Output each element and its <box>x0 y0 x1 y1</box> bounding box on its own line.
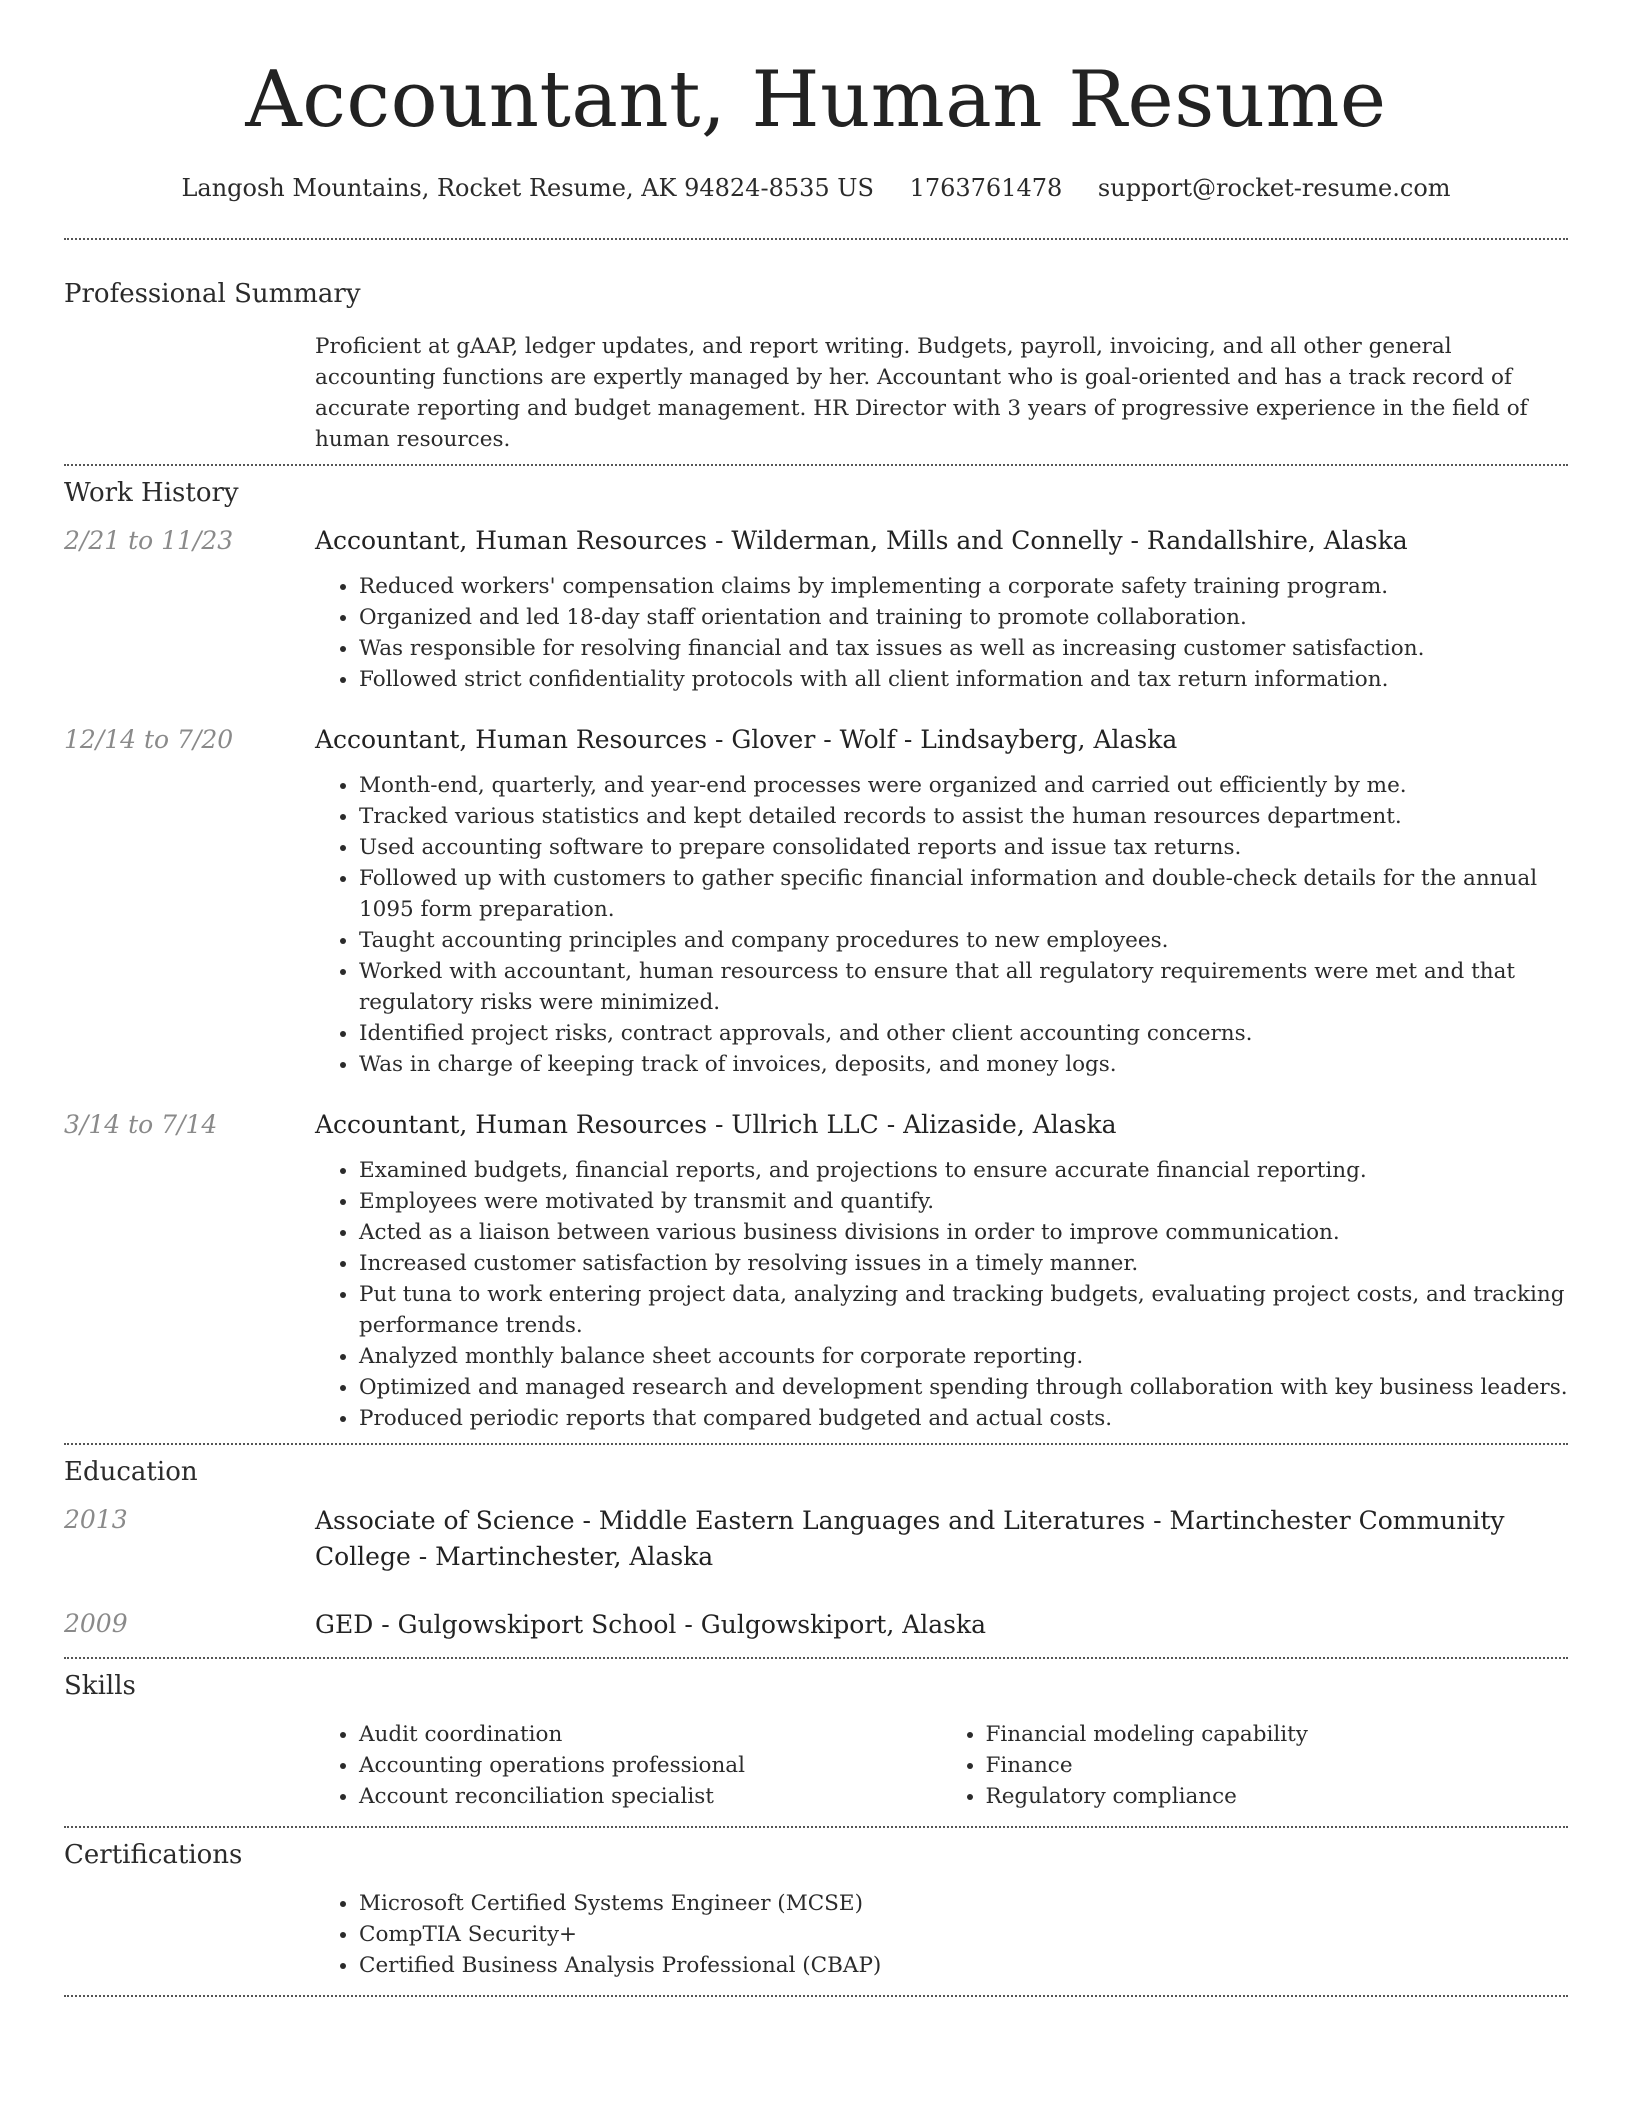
contact-line <box>64 172 1568 204</box>
skills-list-left <box>315 1719 942 1812</box>
summary-heading: Professional Summary <box>64 279 361 309</box>
list-item: • Analyzed monthly balance sheet accounts for corporate reporting. <box>359 1341 1568 1372</box>
list-item: • Reduced workers' compensation claims by implementing a corporate safety training program. <box>359 571 1568 602</box>
list-item: • Finance <box>986 1750 1569 1781</box>
list-item: • Accounting operations professional <box>359 1750 942 1781</box>
certifications-heading: Certifications <box>64 1840 243 1870</box>
certifications-section <box>64 1838 1568 1981</box>
contact-email: support@rocket-resume.com <box>1097 174 1451 202</box>
skills-section <box>64 1669 1568 1812</box>
education-section <box>64 1455 1568 1643</box>
job-entry <box>64 1108 1568 1142</box>
skills-heading: Skills <box>64 1671 136 1701</box>
contact-address: Langosh Mountains, Rocket Resume, AK 94824-8535 US <box>181 174 874 202</box>
list-item: • Certified Business Analysis Professional (CBAP) <box>359 1950 1568 1981</box>
summary-section <box>64 277 1568 455</box>
list-item: • Produced periodic reports that compared budgeted and actual costs. <box>359 1403 1568 1434</box>
section-divider <box>64 464 1568 466</box>
job-title: Accountant, Human Resources - Ullrich LLC - Alizaside, Alaska <box>315 1110 1117 1139</box>
list-item: • Employees were motivated by transmit and quantify. <box>359 1186 1568 1217</box>
skills-list-right <box>942 1719 1569 1812</box>
list-item: • Regulatory compliance <box>986 1781 1569 1812</box>
education-title: GED - Gulgowskiport School - Gulgowskiport, Alaska <box>315 1610 987 1639</box>
section-divider <box>64 1826 1568 1828</box>
list-item: • Month-end, quarterly, and year-end processes were organized and carried out efficiently by me. <box>359 770 1568 801</box>
job-dates: 3/14 to 7/14 <box>64 1110 218 1139</box>
list-item: • Was responsible for resolving financial and tax issues as well as increasing customer satisfaction. <box>359 633 1568 664</box>
list-item: • Tracked various statistics and kept detailed records to assist the human resources department. <box>359 801 1568 832</box>
list-item: • Examined budgets, financial reports, and projections to ensure accurate financial reporting. <box>359 1155 1568 1186</box>
summary-text: Proficient at gAAP, ledger updates, and report writing. Budgets, payroll, invoicing, and all other general accounting functions are expertly managed by her. Accountant who is goal-oriented and has a track record of accurate reporting and budget management. HR Director with 3 years of progressive experience in the field of human resources. <box>315 334 1528 452</box>
list-item: • Financial modeling capability <box>986 1719 1569 1750</box>
list-item: • Increased customer satisfaction by resolving issues in a timely manner. <box>359 1248 1568 1279</box>
job-bullets <box>315 770 1568 1080</box>
job-entry <box>64 723 1568 757</box>
work-history-heading: Work History <box>64 478 239 508</box>
job-entry <box>64 524 1568 558</box>
section-divider <box>64 1657 1568 1659</box>
list-item: • Audit coordination <box>359 1719 942 1750</box>
list-item: • Was in charge of keeping track of invoices, deposits, and money logs. <box>359 1049 1568 1080</box>
job-title: Accountant, Human Resources - Wilderman, Mills and Connelly - Randallshire, Alaska <box>315 526 1408 555</box>
list-item: • Taught accounting principles and company procedures to new employees. <box>359 925 1568 956</box>
list-item: • CompTIA Security+ <box>359 1919 1568 1950</box>
list-item: • Used accounting software to prepare consolidated reports and issue tax returns. <box>359 832 1568 863</box>
list-item: • Acted as a liaison between various business divisions in order to improve communication. <box>359 1217 1568 1248</box>
work-history-section <box>64 476 1568 1434</box>
list-item: • Microsoft Certified Systems Engineer (MCSE) <box>359 1888 1568 1919</box>
job-dates: 2/21 to 11/23 <box>64 526 234 555</box>
job-bullets <box>315 1155 1568 1434</box>
list-item: • Put tuna to work entering project data, analyzing and tracking budgets, evaluating project costs, and tracking performance trends. <box>359 1279 1568 1341</box>
list-item: • Followed up with customers to gather specific financial information and double-check details for the annual 1095 form preparation. <box>359 863 1568 925</box>
list-item: • Identified project risks, contract approvals, and other client accounting concerns. <box>359 1018 1568 1049</box>
resume-title: Accountant, Human Resume <box>245 55 1387 145</box>
job-bullets <box>315 571 1568 695</box>
education-entry <box>64 1607 1568 1643</box>
contact-phone: 1763761478 <box>909 174 1063 202</box>
certifications-list <box>315 1888 1568 1981</box>
list-item: • Followed strict confidentiality protocols with all client information and tax return information. <box>359 664 1568 695</box>
education-year: 2013 <box>64 1505 128 1534</box>
job-dates: 12/14 to 7/20 <box>64 725 234 754</box>
job-title: Accountant, Human Resources - Glover - Wolf - Lindsayberg, Alaska <box>315 725 1178 754</box>
education-year: 2009 <box>64 1609 128 1638</box>
education-heading: Education <box>64 1457 198 1487</box>
list-item: • Worked with accountant, human resourcess to ensure that all regulatory requirements were met and that regulatory risks were minimized. <box>359 956 1568 1018</box>
list-item: • Account reconciliation specialist <box>359 1781 942 1812</box>
list-item: • Optimized and managed research and development spending through collaboration with key business leaders. <box>359 1372 1568 1403</box>
list-item: • Organized and led 18-day staff orientation and training to promote collaboration. <box>359 602 1568 633</box>
section-divider <box>64 238 1568 240</box>
section-divider <box>64 1995 1568 1997</box>
education-entry <box>64 1503 1568 1575</box>
education-title: Associate of Science - Middle Eastern Languages and Literatures - Martinchester Community College - Martinchester, Alaska <box>315 1506 1505 1571</box>
section-divider <box>64 1443 1568 1445</box>
